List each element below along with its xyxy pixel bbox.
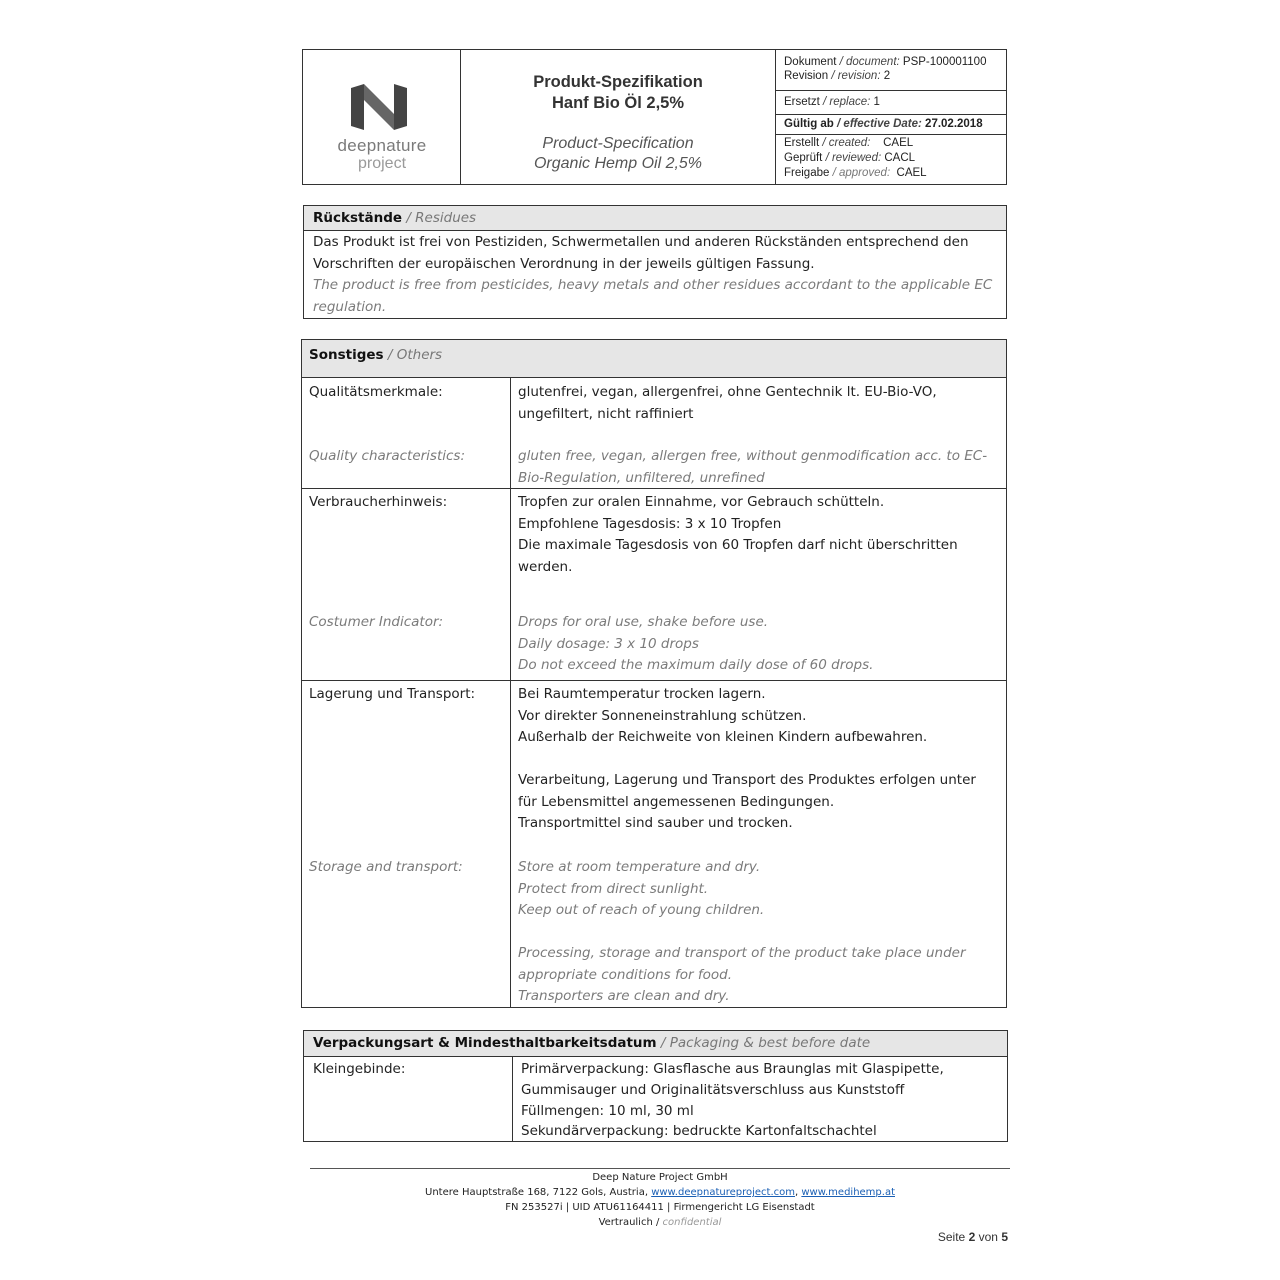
residues-body: Das Produkt ist frei von Pestiziden, Schwermetallen und anderen Rückständen entsprechend den Vorschriften der europäischen Verordnung in der jeweils gültigen Fassung. The product is free from pesticides, heavy metals and other residues accordant to the applicable EC regulation. <box>313 234 993 315</box>
title-en-line1: Product-Specification <box>542 135 694 152</box>
consumer-label-en: Costumer Indicator: <box>309 614 444 630</box>
medihemp-link[interactable]: www.medihemp.at <box>801 1187 895 1198</box>
title-en-line2: Organic Hemp Oil 2,5% <box>533 155 703 172</box>
logo-n-icon <box>351 84 407 130</box>
section-packaging <box>303 1030 1008 1142</box>
logo-subtitle: project <box>357 155 407 172</box>
packaging-values: Primärverpackung: Glasflasche aus Braunglas mit Glaspipette, Gummisauger und Originalitätsverschluss aus Kunststoff Füllmengen: 10 ml, 30 ml Sekundärverpackung: bedruckte Kartonfaltschachtel <box>521 1061 944 1140</box>
quality-values-de: glutenfrei, vegan, allergenfrei, ohne Gentechnik lt. EU-Bio-VO, ungefiltert, nicht raffiniert <box>518 384 937 422</box>
logo-wordmark: deepnature <box>337 136 427 155</box>
quality-label-de: Qualitätsmerkmale: <box>309 384 443 400</box>
document-title-block <box>461 50 776 184</box>
storage-values-en-b: Processing, storage and transport of the product take place under appropriate conditions for food. Transporters are clean and dry. <box>518 945 966 1004</box>
footer-company: Deep Nature Project GmbH <box>592 1172 728 1183</box>
meta-approved: Freigabe / approved: CAEL <box>784 167 927 179</box>
section-residues <box>303 205 1007 319</box>
storage-label-de: Lagerung und Transport: <box>309 686 476 702</box>
footer-divider <box>310 1168 1010 1169</box>
meta-document: Dokument / document: PSP-100001100 <box>784 56 987 68</box>
meta-revision: Revision / revision: 2 <box>784 70 891 82</box>
storage-values-en-a: Store at room temperature and dry. Protect from direct sunlight. Keep out of reach of young children. <box>518 859 765 918</box>
page-number: Seite 2 von 5 <box>937 1230 1008 1244</box>
consumer-values-de: Tropfen zur oralen Einnahme, vor Gebrauch schütteln. Empfohlene Tagesdosis: 3 x 10 Tropfen Die maximale Tagesdosis von 60 Tropfen darf nicht überschritten werden. <box>518 494 958 575</box>
section-residues-header: Rückstände / Residues <box>304 206 1006 231</box>
footer-confidential: Vertraulich / confidential <box>598 1217 722 1228</box>
storage-values-de-a: Bei Raumtemperatur trocken lagern. Vor direkter Sonneneinstrahlung schützen. Außerhalb der Reichweite von kleinen Kindern aufbewahren. <box>518 686 928 745</box>
meta-effective-date: Gültig ab / effective Date: 27.02.2018 <box>784 118 983 130</box>
meta-reviewed: Geprüft / reviewed: CACL <box>784 152 916 164</box>
storage-label-en: Storage and transport: <box>309 859 463 875</box>
quality-values-en: gluten free, vegan, allergen free, without genmodification acc. to EC- Bio-Regulation, unfiltered, unrefined <box>518 448 988 486</box>
title-de-line2: Hanf Bio Öl 2,5% <box>551 94 685 112</box>
website-link[interactable]: www.deepnatureproject.com <box>651 1187 795 1198</box>
consumer-values-en: Drops for oral use, shake before use. Daily dosage: 3 x 10 drops Do not exceed the maximum daily dose of 60 drops. <box>518 614 874 673</box>
footer-address: Untere Hauptstraße 168, 7122 Gols, Austria, www.deepnatureproject.com, www.medihemp.at <box>425 1187 895 1198</box>
company-logo <box>303 50 461 184</box>
section-others-header: Sonstiges / Others <box>302 340 1006 378</box>
section-others <box>301 339 1007 1008</box>
meta-replace: Ersetzt / replace: 1 <box>784 96 880 108</box>
meta-created: Erstellt / created: CAEL <box>784 137 914 149</box>
section-packaging-header: Verpackungsart & Mindesthaltbarkeitsdatum / Packaging & best before date <box>304 1031 1007 1057</box>
footer-registry: FN 253527i | UID ATU61164411 | Firmengericht LG Eisenstadt <box>505 1202 815 1213</box>
consumer-label-de: Verbraucherhinweis: <box>309 494 448 510</box>
document-header <box>302 49 1007 185</box>
quality-label-en: Quality characteristics: <box>309 448 466 464</box>
title-de-line1: Produkt-Spezifikation <box>533 73 703 91</box>
storage-values-de-b: Verarbeitung, Lagerung und Transport des Produktes erfolgen unter für Lebensmittel angemessenen Bedingungen. Transportmittel sind sauber und trocken. <box>518 772 976 831</box>
document-meta <box>776 50 1006 184</box>
packaging-label: Kleingebinde: <box>313 1061 406 1077</box>
